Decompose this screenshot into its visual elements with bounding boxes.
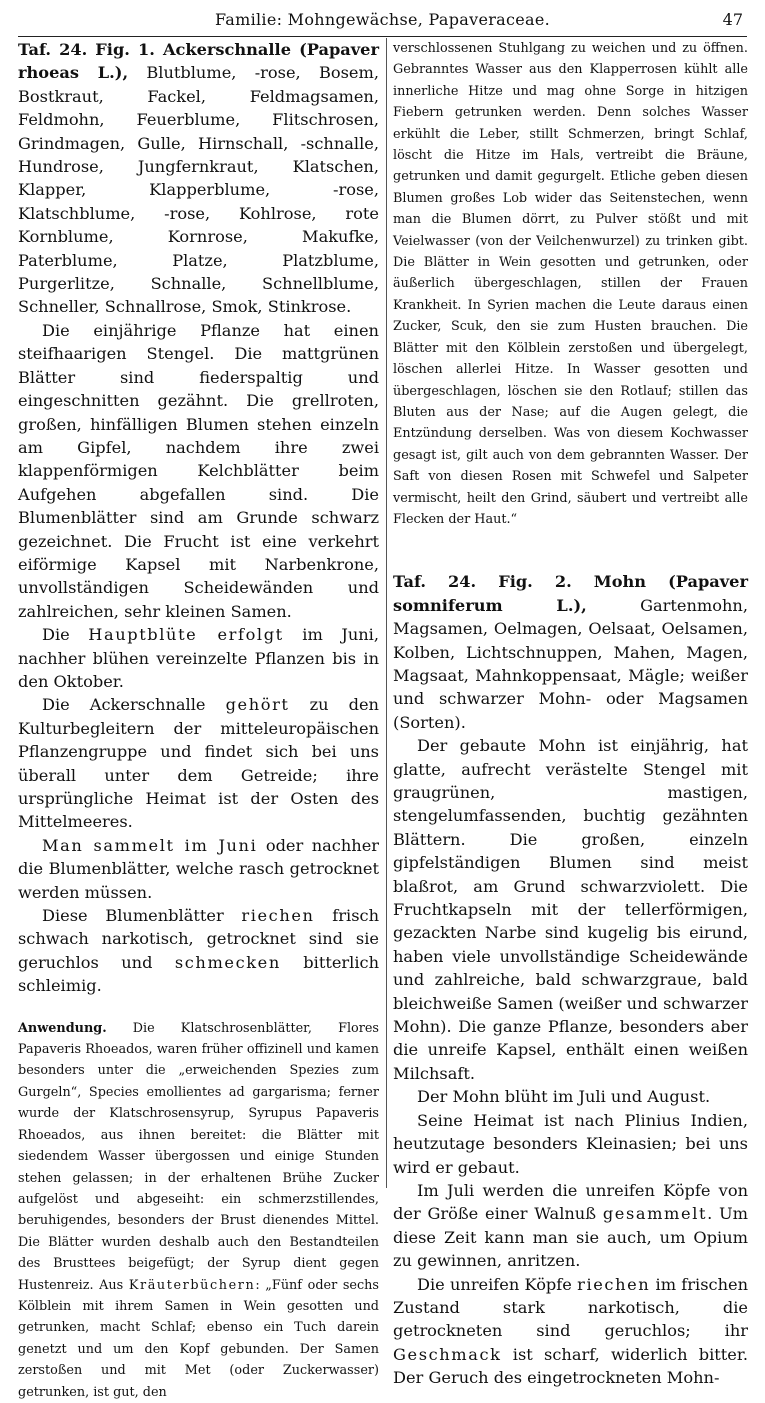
spaced-emphasis: Man sammelt im Juni [42, 835, 258, 855]
collection-paragraph [18, 834, 379, 904]
entry-heading: Taf. 24. Fig. 1. Ackerschnalle (Papaver rhoeas L.), [18, 40, 379, 83]
spaced-emphasis: schmecken [174, 952, 281, 972]
spaced-emphasis: Hauptblüte erfolgt [88, 625, 284, 645]
description-paragraph: Die einjährige Pflanze hat einen steifhaarigen Stengel. Die mattgrünen Blätter sind fiederspaltig und eingeschnitten gezähnt. Die grellroten, großen, hinfälligen Blumen stehen einzeln am Gipfel, nachdem ihre zwei klappenförmigen Kelchblätter beim Aufgehen abgefallen sind. Die Blumenblätter sind am Grunde schwarz gezeichnet. Die Frucht ist eine verkehrt eiförmige Kapsel mit Narbenkrone, unvollständigen Scheidewänden und zahlreichen, sehr kleinen Samen. [18, 320, 379, 621]
left-column [18, 38, 379, 1403]
text-run: . Um diese Zeit kann man sie auch, um Opium zu gewinnen, anritzen. [393, 1204, 748, 1271]
spaced-emphasis: Geschmack [393, 1344, 502, 1364]
right-column [393, 38, 748, 1390]
spacer [18, 998, 379, 1018]
synonym-list: Gartenmohn, Magsamen, Oelmagen, Oelsaat, Oelsamen, Kolben, Lichtschnuppen, Mahen, Magen, Magsaat, Mahnkoppensaat, Mägle; weißer und schwarzer Mohn- oder Magsamen (Sorten). [393, 595, 748, 732]
spaced-emphasis: riechen [577, 1274, 651, 1294]
text-run: Die Klatschrosenblätter, Flores Papaveris Rhoeados, waren früher offizinell und kamen besonders unter die „erweichenden Spezies zum Gurgeln“, Species emollientes ad gargarisma; ferner wurde der Klatschrosensyrup, Syrupus Papaveris Rhoeados, aus ihnen bereitet: die Blätter mit siedendem Wasser übergossen und einige Stunden stehen gelassen; in der erhaltenen Brühe Zucker aufgelöst und abgeseiht: ein schmerzstillendes, beruhigendes, besonders der Brust dienendes Mittel. Die Blätter wurden deshalb auch den Bestandteilen des Brusttees beigefügt; der Syrup dient gegen Hustenreiz. Aus [18, 1020, 379, 1293]
text-run: bitterlich schleimig. [18, 952, 379, 996]
distribution-paragraph: Seine Heimat ist nach Plinius Indien, heutzutage besonders Kleinasien; bei uns wird er gebaut. [393, 1110, 748, 1177]
running-title: Familie: Mohngewächse, Papaveraceae. [214, 10, 551, 29]
column-divider [386, 38, 387, 1188]
text-run: Im Juli werden die unreifen Köpfe von der Größe einer Walnuß [393, 1180, 748, 1224]
smell-paragraph [393, 1273, 748, 1390]
text-run: : „Fünf oder sechs Kölblein mit ihrem Samen in Wein gesotten und getrunken, macht Schlaf; ebenso ein Tuch darein genetzt und um den Kopf gebunden. Der Samen zerstoßen und mit Met (oder Zuckerwasser) getrunken, ist gut, den [18, 1277, 379, 1400]
text-run: Die unreifen Köpfe [417, 1274, 578, 1294]
usage-paragraph [18, 1018, 379, 1403]
entry-heading: Taf. 24. Fig. 2. Mohn (Papaver somniferum L.), [393, 572, 748, 615]
distribution-paragraph [18, 693, 379, 833]
description-paragraph: Der gebaute Mohn ist einjährig, hat glatte, aufrecht verästelte Stengel mit graugrünen, mastigen, stengelumfassenden, buchtig gezähnten Blättern. Die großen, einzeln gipfelständigen Blumen sind meist blaßrot, am Grund schwarzviolett. Die Fruchtkapseln mit der tellerförmigen, gezackten Narbe sind kugelig bis eirund, haben viele unvollständige Scheidewände und zahlreiche, bald schwarzgraue, bald bleichweiße Samen (weißer und schwarzer Mohn). Die ganze Pflanze, besonders aber die unreife Kapsel, enthält einen weißen Milchsaft. [393, 736, 748, 1083]
text-run: im frischen Zustand stark narkotisch, die getrockneten sind geruchlos; ihr [393, 1274, 749, 1341]
flowering-paragraph: Der Mohn blüht im Juli und August. [417, 1087, 711, 1107]
text-run: zu den Kulturbegleitern der mitteleuropäischen Pflanzengruppe und findet sich bei uns überall unter dem Getreide; ihre ursprüngliche Heimat ist der Osten des Mittelmeeres. [18, 695, 379, 832]
text-run: Die Ackerschnalle [42, 695, 226, 715]
entry-papaver-somniferum [393, 570, 748, 734]
spaced-emphasis: gesammelt [602, 1204, 708, 1224]
text-run: oder nachher die Blumenblätter, welche rasch getrocknet werden müssen. [18, 835, 380, 902]
text-run: frisch schwach narkotisch, getrocknet sind sie geruchlos und [18, 906, 379, 972]
text-run: Die [42, 625, 89, 645]
page-number: 47 [722, 10, 743, 29]
collection-paragraph [393, 1179, 748, 1273]
spaced-emphasis: gehört [225, 695, 290, 715]
smell-paragraph [18, 904, 379, 998]
spaced-emphasis: riechen [241, 906, 315, 926]
flowering-paragraph [18, 623, 379, 693]
spaced-emphasis: Kräuterbüchern [128, 1277, 256, 1293]
spacer [393, 530, 748, 570]
entry-papaver-rhoeas [18, 38, 379, 319]
text-run: ist scharf, widerlich bitter. Der Geruch des eingetrockneten Mohn- [393, 1344, 748, 1388]
usage-continuation: verschlossenen Stuhlgang zu weichen und zu öffnen. Gebranntes Wasser aus den Klapperrosen kühlt alle innerliche Hitze und mag ohne Sorge in hitzigen Fiebern getrunken werden. Denn solches Wasser erkühlt die Leber, stillt Schmerzen, bringt Schlaf, löscht die Hitze im Hals, vertreibt die Bräune, getrunken und damit gegurgelt. Etliche geben diesen Blumen großes Lob wider das Seitenstechen, wenn man die Blumen dörrt, zu Pulver stößt und mit Veielwasser (von der Veilchenwurzel) zu trinken gibt. Die Blätter in Wein gesotten und getrunken, oder äußerlich übergeschlagen, stillen der Frauen Krankheit. In Syrien machen die Leute daraus einen Zucker, Scuk, den sie zum Husten brauchen. Die Blätter mit den Kölblein zerstoßen und übergelegt, löschen allerlei Hitze. In Wasser gesotten und übergeschlagen, löschen sie den Rotlauf; stillen das Bluten aus der Nase; auf die Augen gelegt, die Entzündung derselben. Was von diesem Kochwasser gesagt ist, gilt auch von dem gebrannten Wasser. Der Saft von diesen Rosen mit Schwefel und Salpeter vermischt, heilt den Grind, säubert und vertreibt alle Flecken der Haut.“ [393, 41, 748, 527]
usage-label: Anwendung. [18, 1020, 107, 1036]
text-run: im Juni, nachher blühen vereinzelte Pflanzen bis in den Oktober. [18, 625, 379, 691]
synonym-list: Blutblume, -rose, Bosem, Bostkraut, Fackel, Feldmagsamen, Feldmohn, Feuerblume, Flitschrosen, Grindmagen, Gulle, Hirnschall, -schnalle, Hundrose, Jungfernkraut, Klatschen, Klapper, Klapperblume, -rose, Klatschblume, -rose, Kohlrose, rote Kornblume, Kornrose, Makufke, Paterblume, Platze, Platzblume, Purgerlitze, Schnalle, Schnellblume, Schneller, Schnallrose, Smok, Stinkrose. [18, 63, 380, 317]
text-run: Diese Blumenblätter [42, 906, 242, 926]
header-rule [18, 36, 747, 37]
